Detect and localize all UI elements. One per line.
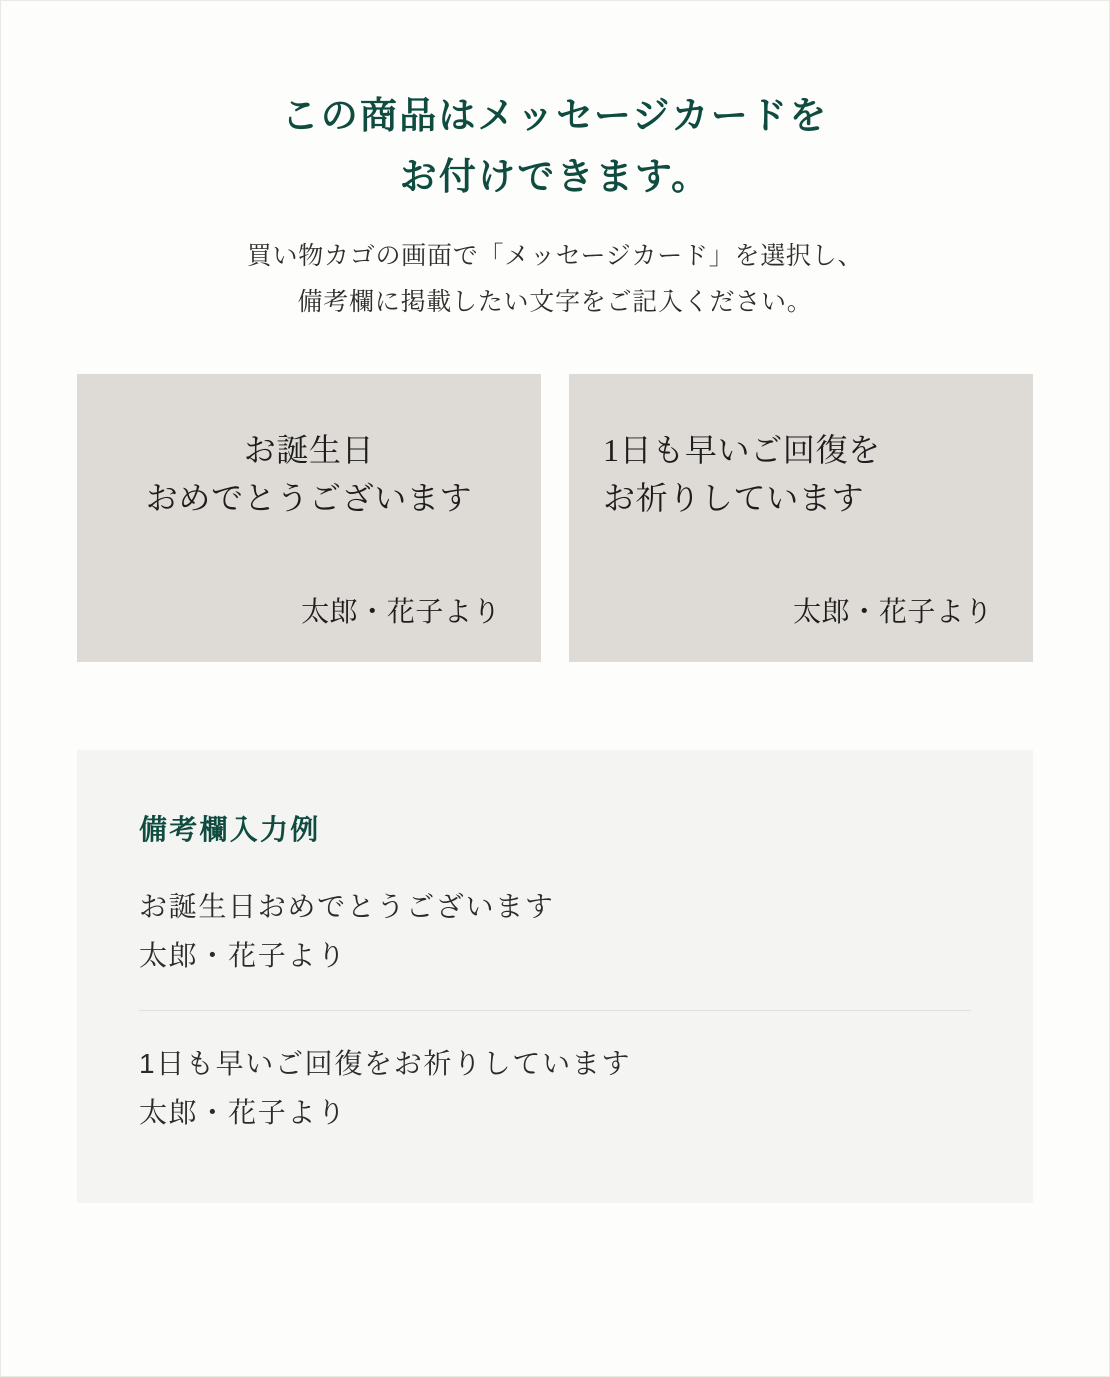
instruction-text — [1, 233, 1109, 326]
card-sample-list — [1, 374, 1109, 662]
card-sample-recovery — [569, 374, 1033, 662]
divider — [139, 1010, 971, 1011]
card-sample-message-line-2: おめでとうございます — [145, 479, 473, 516]
card-sample-message-line-1: お誕生日 — [243, 431, 375, 468]
remarks-example-title: 備考欄入力例 — [139, 813, 321, 845]
remarks-example-item — [139, 1039, 971, 1137]
card-sample-signature: 太郎・花子より — [793, 596, 993, 628]
card-sample-message-line-2: お祈りしています — [603, 479, 865, 516]
page-title-line-1: この商品はメッセージカードを — [281, 95, 829, 136]
remarks-example-item-line-1: 1日も早いご回復をお祈りしています — [139, 1047, 632, 1079]
card-sample-message-line-1: 1日も早いご回復を — [603, 431, 881, 468]
card-sample-message — [111, 426, 507, 522]
card-sample-signature: 太郎・花子より — [301, 596, 501, 628]
page-title — [1, 1, 1109, 207]
card-sample-message — [603, 426, 999, 522]
remarks-example-box — [77, 750, 1033, 1203]
page-title-line-2: お付けできます。 — [399, 156, 711, 198]
card-sample-birthday — [77, 374, 541, 662]
remarks-example-item-line-1: お誕生日おめでとうございます — [139, 890, 555, 922]
remarks-example-item-line-2: 太郎・花子より — [139, 1096, 347, 1128]
remarks-example-item-line-2: 太郎・花子より — [139, 939, 347, 971]
remarks-example-item — [139, 882, 971, 980]
instruction-line-2: 備考欄に掲載したい文字をご記入ください。 — [297, 288, 813, 317]
instruction-line-1: 買い物カゴの画面で「メッセージカード」を選択し、 — [246, 242, 864, 271]
